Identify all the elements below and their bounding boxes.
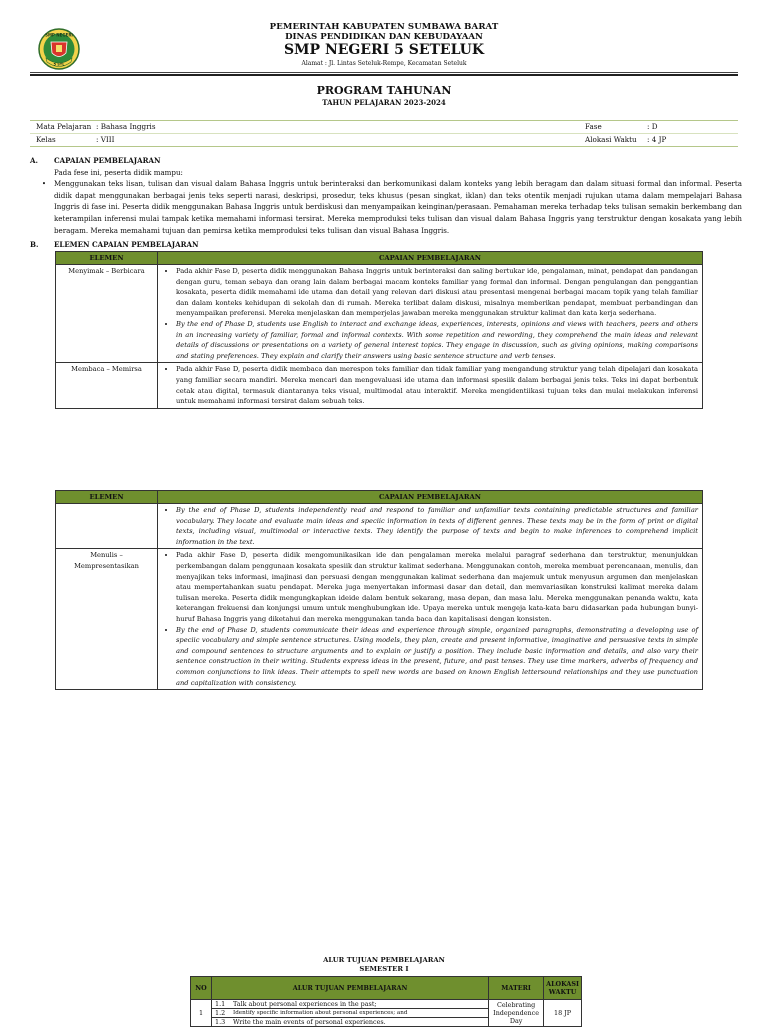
achievement-id-text: • Pada akhir Fase D, peserta didik membaca dan merespon teks familiar dan tidak familiar yang mengandung struktur yang telah dipelajari dan kosakata yang familiar secara mandiri. Mereka mencari dan mengevaluasi ide utama dan informasi spesiik dalam berbagai jenis teks. Teks ini dapat berbentuk cetak atau digital, termasuk diantaranya teks visual, multimodal atau interaktif. Mereka mengidentiikasi tujuan teks dan mulai melakukan inferensi untuk memahami informasi tersirat dalam sebuah teks. — [176, 364, 698, 406]
table-row — [56, 363, 703, 408]
info-row — [30, 121, 738, 134]
bullet-icon: • — [41, 179, 46, 189]
table-row — [191, 1000, 582, 1009]
achievement-id-text: • Pada akhir Fase D, peserta didik mengomunikasikan ide dan pengalaman mereka melalui paragraf sederhana dan terstruktur, menunjukkan perkembangan dalam penggunaan kosakata spesiik dan struktur kalimat sederhana. Menggunakan contoh, mereka membuat perencanaan, menulis, dan menyajikan teks informasi, imajinasi dan persuasi dengan menggunakan kalimat sederhana dan majemuk untuk menyusun argumen dan menjelaskan atau mempertahankan suatu pendapat. Mereka juga menyertakan informasi dasar dan detail, dan memvariasikan konstruksi kalimat mereka dalam tulisan mereka. Peserta didik mengungkapkan ideide dalam bentuk sekarang, masa depan, dan masa lalu. Mereka menggunakan penanda waktu, kata keterangan frekuensi dan konjungsi umum untuk menghubungkan ide. Upaya mereka untuk mengeja kata-kata baru didasarkan pada hubungan bunyi-huruf Bahasa Inggris yang diketahui dan mereka menggunakan tanda baca dan kapitalisasi dengan konsisten. — [176, 550, 698, 624]
school-address: Alamat : Jl. Lintas Seteluk-Rempe, Kecamatan Seteluk — [301, 60, 467, 67]
header-material: MATERI — [489, 977, 544, 1000]
school-name: SMP NEGERI 5 SETELUK — [283, 42, 485, 58]
header-time: ALOKASI WAKTU — [544, 977, 582, 1000]
atp-title-block — [0, 956, 768, 974]
class-value: : VIII — [96, 135, 115, 144]
table-row — [56, 504, 703, 549]
achievement-cell — [158, 363, 703, 408]
element-cell: Menulis – Mempresentasikan — [56, 549, 158, 690]
section-a-intro: Pada fese ini, peserta didik mampu: — [54, 167, 183, 177]
atp-semester: SEMESTER I — [359, 965, 409, 973]
logo-top-text: SMP NEGERI — [45, 32, 73, 38]
academic-year: TAHUN PELAJARAN 2023-2024 — [322, 98, 446, 107]
time-cell: 18 JP — [544, 1000, 582, 1027]
achievement-id-text: • Pada akhir Fase D, peserta didik menggunakan Bahasa Inggris untuk berinteraksi dan saling bertukar ide, pengalaman, minat, pendapat dan pandangan dengan guru, teman sebaya dan orang lain dalam berbagai macam konteks familiar yang formal dan informal. Dengan pengulangan dan penggantian kosakata, peserta didik memahami ide utama dan detail yang relevan dari diskusi atau presentasi mengenai berbagai macam topik yang telah familiar dan dalam konteks kehidupan di sekolah dan di rumah. Mereka terlibat dalam diskusi, misalnya memberikan pendapat, membuat perbandingan dan menyampaikan preferensi. Mereka menjelaskan dan memperjelas jawaban mereka menggunakan struktur kalimat dan kata kerja sederhana. — [176, 266, 698, 319]
section-title: ELEMEN CAPAIAN PEMBELAJARAN — [54, 240, 199, 249]
section-letter: A. — [30, 156, 38, 165]
document-title: PROGRAM TAHUNAN — [316, 84, 452, 97]
document-title-block — [0, 84, 768, 108]
goal-number: 1.1 — [215, 1000, 226, 1008]
material-cell: Celebrating Independence Day — [489, 1000, 544, 1027]
element-cell: Menyimak – Berbicara — [56, 265, 158, 363]
section-a — [30, 155, 742, 236]
header-element: ELEMEN — [56, 491, 158, 504]
section-letter: B. — [30, 240, 39, 249]
gov-line: PEMERINTAH KABUPATEN SUMBAWA BARAT — [269, 22, 499, 32]
element-cell — [56, 504, 158, 549]
achievement-en-text: • By the end of Phase D, students use English to interact and exchange ideas, experiences, interests, opinions and views with teachers, peers and others in an increasing variety of familiar, formal and informal contexts. With some repetition and rewording, they comprehend the main ideas and relevant details of discussions or presentations on a variety of general interest topics. They engage in discussion, such as giving opinions, making comparisons and stating preferences. They explain and clarify their answers using basic sentence structure and verb tenses. — [176, 319, 698, 361]
goal-cell — [212, 1000, 489, 1009]
achievement-en-text: • By the end of Phase D, students communicate their ideas and experience through simple, organized paragraphs, demonstrating a developing use of speciic vocabulary and simple sentence structures. Using models, they plan, create and present informative, imaginative and persuasive texts in simple and compound sentences to structure arguments and to explain or justify a position. They include basic information and details, and also vary their sentence construction in their writing. Students express ideas in the present, future, and past tenses. They use time markers, adverbs of frequency and common conjunctions to link ideas. Their attempts to spell new words are based on known English lettersound relationships and they use punctuation and capitalization with consistency. — [176, 625, 698, 689]
header-achievement: CAPAIAN PEMBELAJARAN — [158, 491, 703, 504]
header-goal: ALUR TUJUAN PEMBELAJARAN — [212, 977, 489, 1000]
logo-bottom-text: 5 STL — [53, 62, 65, 67]
info-row — [30, 134, 738, 146]
letterhead — [0, 22, 768, 68]
row-number: 1 — [191, 1000, 212, 1027]
bullet-text: Menggunakan teks lisan, tulisan dan visual dalam Bahasa Inggris untuk berinteraksi dan berkomunikasi dalam konteks yang lebih beragam dan dalam situasi formal dan informal. Peserta didik dapat menggunakan berbagai jenis teks seperti narasi, deskripsi, prosedur, teks khusus (pesan singkat, iklan) dan teks otentik menjadi rujukan utama dalam mempelajari Bahasa Inggris di fase ini. Peserta didik menggunakan Bahasa Inggris untuk berdiskusi dan menyampaikan keinginan/perasaan. Pemahaman mereka terhadap teks tulisan semakin berkembang dan keterampilan inferensi mulai tampak ketika memahami informasi tersirat. Mereka memproduksi teks tulisan dan visual dalam Bahasa Inggris yang terstruktur dengan kosakata yang lebih beragam. Mereka memahami tujuan dan pemirsa ketika memproduksi teks tulisan dan visual Bahasa Inggris. — [54, 179, 742, 235]
achievement-table-2 — [55, 490, 703, 690]
goal-text: Write the main events of personal experiences. — [233, 1018, 386, 1026]
dept-line: DINAS PENDIDIKAN DAN KEBUDAYAAN — [285, 32, 483, 42]
achievement-cell — [158, 549, 703, 690]
achievement-cell — [158, 265, 703, 363]
goal-number: 1.2 — [215, 1009, 226, 1017]
atp-title: ALUR TUJUAN PEMBELAJARAN — [323, 956, 445, 964]
header-element: ELEMEN — [56, 252, 158, 265]
section-a-bullet — [30, 178, 742, 236]
goal-cell — [212, 1018, 489, 1027]
section-a-heading — [30, 155, 742, 167]
section-b-heading — [30, 240, 199, 249]
achievement-cell — [158, 504, 703, 549]
atp-table — [190, 976, 582, 1027]
goal-text: Talk about personal experiences in the past; — [233, 1000, 377, 1008]
table-row — [56, 549, 703, 690]
element-cell: Membaca – Memirsa — [56, 363, 158, 408]
goal-cell — [212, 1009, 489, 1018]
time-value: : 4 JP — [647, 135, 667, 144]
subject-value: : Bahasa Inggris — [96, 122, 156, 131]
goal-number: 1.3 — [215, 1018, 226, 1026]
class-label: Kelas — [36, 135, 56, 144]
goal-text: Identify specific information about personal experiences; and — [233, 1010, 408, 1016]
phase-label: Fase — [585, 122, 602, 131]
achievement-en-text: • By the end of Phase D, students independently read and respond to familiar and unfamiliar texts containing predictable structures and familiar vocabulary. They locate and evaluate main ideas and speciic information in texts of different genres. These texts may be in the form of print or digital texts, including visual, multimodal or interactive texts. They identify the purpose of texts and begin to make inferences to comprehend implicit information in the text. — [176, 505, 698, 547]
section-title: CAPAIAN PEMBELAJARAN — [54, 156, 161, 165]
phase-value: : D — [647, 122, 658, 131]
time-label: Alokasi Waktu — [585, 135, 637, 144]
info-grid — [30, 120, 738, 147]
letterhead-rule-thick — [30, 74, 738, 76]
achievement-table-1 — [55, 251, 703, 409]
header-no: NO — [191, 977, 212, 1000]
table-row — [56, 265, 703, 363]
header-achievement: CAPAIAN PEMBELAJARAN — [158, 252, 703, 265]
subject-label: Mata Pelajaran — [36, 122, 92, 131]
letterhead-rule-thin — [30, 72, 738, 73]
